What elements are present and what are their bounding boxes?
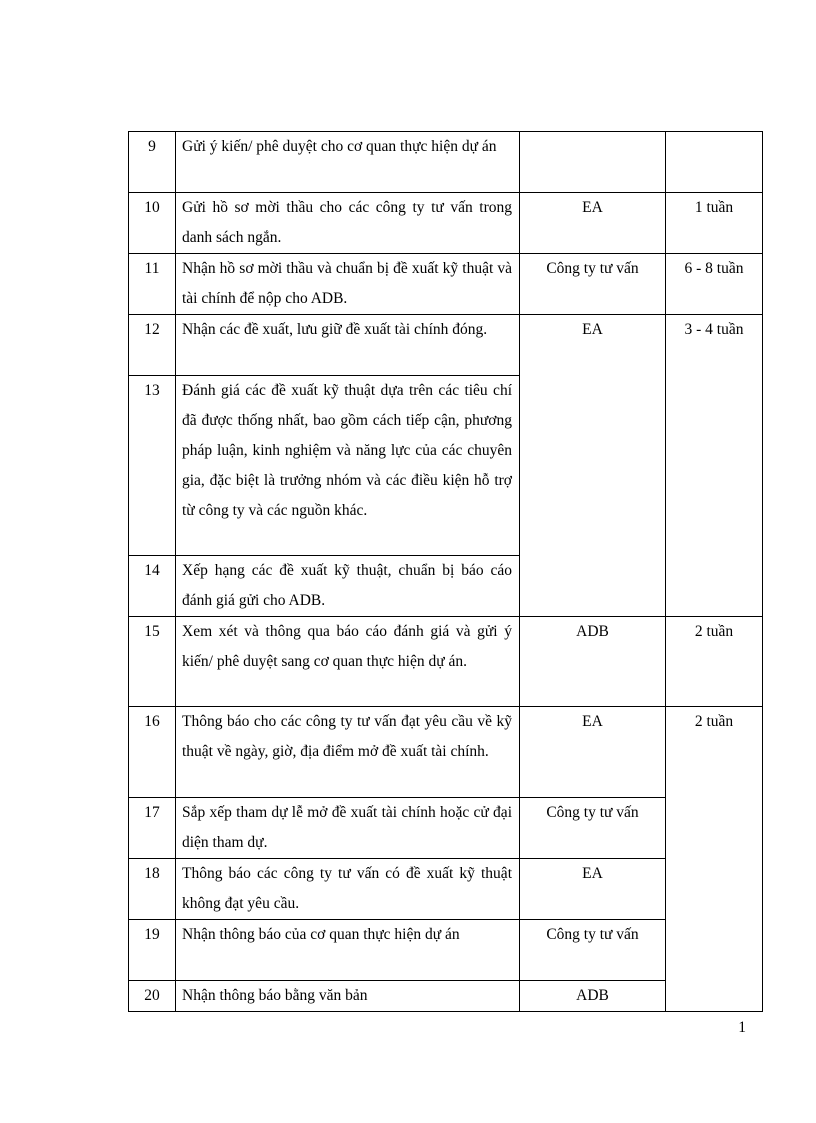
step-number: 12 (129, 315, 176, 376)
page-number: 1 (738, 1019, 746, 1036)
step-number: 11 (129, 254, 176, 315)
step-number: 15 (129, 617, 176, 707)
step-task: Nhận thông báo của cơ quan thực hiện dự án (176, 920, 520, 981)
step-responsible: EA (520, 707, 666, 798)
step-number: 19 (129, 920, 176, 981)
step-responsible: EA (520, 193, 666, 254)
step-time (666, 132, 763, 193)
step-responsible: Công ty tư vấn (520, 254, 666, 315)
step-task: Gửi hồ sơ mời thầu cho các công ty tư vấn trong danh sách ngắn. (176, 193, 520, 254)
step-number: 9 (129, 132, 176, 193)
table-row (129, 254, 763, 315)
step-number: 20 (129, 981, 176, 1012)
step-task: Nhận các đề xuất, lưu giữ đề xuất tài chính đóng. (176, 315, 520, 376)
step-task: Nhận thông báo bằng văn bản (176, 981, 520, 1012)
step-number: 16 (129, 707, 176, 798)
step-task: Xếp hạng các đề xuất kỹ thuật, chuẩn bị báo cáo đánh giá gửi cho ADB. (176, 556, 520, 617)
step-responsible: ADB (520, 981, 666, 1012)
table-row (129, 132, 763, 193)
table-row (129, 315, 763, 376)
step-time: 3 - 4 tuần (666, 315, 763, 617)
step-number: 18 (129, 859, 176, 920)
step-responsible: EA (520, 315, 666, 617)
step-responsible: Công ty tư vấn (520, 920, 666, 981)
step-task: Sắp xếp tham dự lễ mở đề xuất tài chính hoặc cử đại diện tham dự. (176, 798, 520, 859)
step-responsible: EA (520, 859, 666, 920)
step-number: 10 (129, 193, 176, 254)
procurement-steps-table (128, 131, 763, 1012)
step-time: 1 tuần (666, 193, 763, 254)
step-time: 2 tuần (666, 617, 763, 707)
step-task: Nhận hồ sơ mời thầu và chuẩn bị đề xuất kỹ thuật và tài chính để nộp cho ADB. (176, 254, 520, 315)
step-task: Đánh giá các đề xuất kỹ thuật dựa trên các tiêu chí đã được thống nhất, bao gồm cách tiếp cận, phương pháp luận, kinh nghiệm và năng lực của các chuyên gia, đặc biệt là trưởng nhóm và các điều kiện hỗ trợ từ công ty và các nguồn khác. (176, 376, 520, 556)
step-time: 6 - 8 tuần (666, 254, 763, 315)
table-row (129, 617, 763, 707)
step-number: 14 (129, 556, 176, 617)
step-time: 2 tuần (666, 707, 763, 1012)
step-task: Xem xét và thông qua báo cáo đánh giá và gửi ý kiến/ phê duyệt sang cơ quan thực hiện dự án. (176, 617, 520, 707)
step-task: Gửi ý kiến/ phê duyệt cho cơ quan thực hiện dự án (176, 132, 520, 193)
step-number: 17 (129, 798, 176, 859)
step-number: 13 (129, 376, 176, 556)
step-responsible: ADB (520, 617, 666, 707)
step-task: Thông báo các công ty tư vấn có đề xuất kỹ thuật không đạt yêu cầu. (176, 859, 520, 920)
table-row (129, 193, 763, 254)
table-row (129, 707, 763, 798)
step-task: Thông báo cho các công ty tư vấn đạt yêu cầu về kỹ thuật về ngày, giờ, địa điểm mở đề xuất tài chính. (176, 707, 520, 798)
step-responsible (520, 132, 666, 193)
step-responsible: Công ty tư vấn (520, 798, 666, 859)
